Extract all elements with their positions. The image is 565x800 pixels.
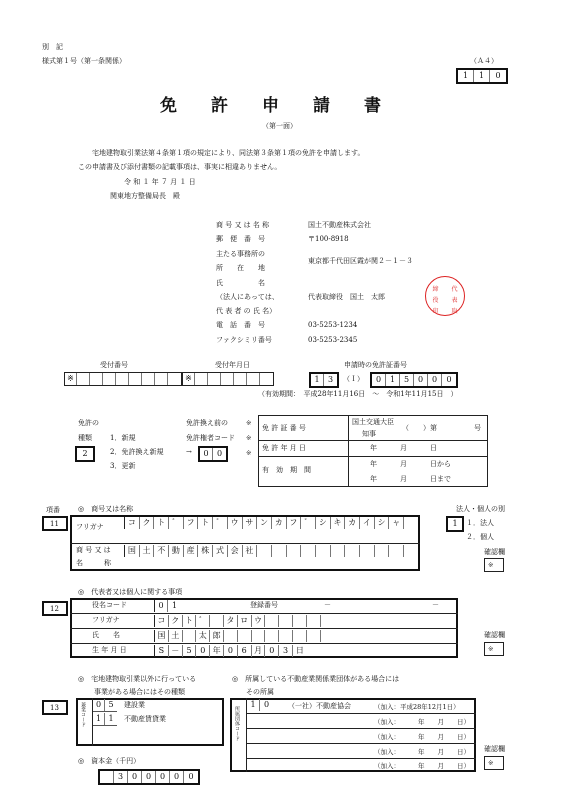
char-cell: ウ bbox=[252, 615, 266, 627]
char-cell: ゛ bbox=[196, 615, 210, 627]
char-cell: ク bbox=[169, 615, 183, 627]
char-cell bbox=[316, 545, 331, 557]
prev-authority-code: 0 0 bbox=[198, 446, 228, 462]
cert-label-no: 免 許 証 番 号 bbox=[262, 424, 306, 432]
char-cell: サ bbox=[243, 517, 258, 529]
char-cell: ャ bbox=[389, 517, 404, 529]
char-cell: S bbox=[155, 645, 169, 657]
fax-number: 03-5253-2345 bbox=[308, 336, 358, 344]
intro-line2: この申請書及び添付書類の記載事項は、事実に相違ありません。 bbox=[78, 163, 282, 171]
reg-dash-2: － bbox=[432, 601, 439, 609]
char-cell: キ bbox=[331, 517, 346, 529]
birth-date-cells bbox=[154, 645, 307, 657]
char-cell: 不 bbox=[154, 545, 169, 557]
char-cell bbox=[257, 545, 272, 557]
role-code-cells: 0 1 bbox=[154, 600, 181, 612]
validity-period: （有効期間： 平成28年11月16日 ～ 令和1年11月15日 ） bbox=[258, 390, 458, 398]
char-cell: 3 bbox=[279, 645, 293, 657]
char-cell bbox=[265, 630, 279, 642]
furigana-label: フリガナ bbox=[76, 523, 104, 531]
char-cell: 動 bbox=[169, 545, 184, 557]
char-cell bbox=[272, 545, 287, 557]
char-cell: 5 bbox=[183, 645, 197, 657]
cert-label-date: 免 許 年 月 日 bbox=[262, 444, 306, 452]
postal-code: 〒100-8918 bbox=[308, 235, 349, 243]
char-cell: ウ bbox=[228, 517, 243, 529]
char-cell: ト bbox=[183, 615, 197, 627]
reception-number-label: 受付番号 bbox=[100, 361, 128, 369]
char-cell bbox=[389, 545, 404, 557]
representative-name: 代表取締役 国土 太郎 bbox=[308, 293, 385, 301]
prev-authority-label1: 免許換え前の bbox=[186, 419, 228, 427]
reception-date-label: 受付年月日 bbox=[215, 361, 250, 369]
char-cell: 6 bbox=[238, 645, 252, 657]
license-type-label1: 免許の bbox=[78, 419, 99, 427]
cert-paren: （ ）第 bbox=[402, 424, 437, 432]
char-cell: 郎 bbox=[210, 630, 224, 642]
char-cell: ゛ bbox=[169, 517, 184, 529]
char-cell bbox=[224, 630, 238, 642]
char-cell: 月 bbox=[252, 645, 266, 657]
char-cell: 太 bbox=[196, 630, 210, 642]
reception-date-cells: ※ bbox=[182, 372, 274, 386]
char-cell: ク bbox=[140, 517, 155, 529]
char-cell bbox=[321, 630, 335, 642]
reg-dash-1: － bbox=[324, 601, 331, 609]
char-cell bbox=[404, 517, 419, 529]
char-cell: 土 bbox=[140, 545, 155, 557]
char-cell bbox=[210, 615, 224, 627]
char-cell: ゛ bbox=[301, 517, 316, 529]
char-cell: イ bbox=[360, 517, 375, 529]
s11-heading: ◎ 商号又は名称 bbox=[78, 505, 134, 513]
char-cell bbox=[345, 545, 360, 557]
addressee: 関東地方整備局長 殿 bbox=[110, 192, 180, 200]
char-cell: ゛ bbox=[213, 517, 228, 529]
birth-label: 生 年 月 日 bbox=[92, 646, 127, 654]
role-code-label: 役名コード bbox=[92, 601, 127, 609]
cert-label-period: 有 効 期 間 bbox=[262, 466, 311, 474]
s13-heading3: ◎ 所属している不動産業関係業団体がある場合には bbox=[232, 675, 400, 683]
page-subtitle: （第一面） bbox=[262, 122, 297, 130]
char-cell: ン bbox=[257, 517, 272, 529]
char-cell: ト bbox=[154, 517, 169, 529]
char-cell: 0 bbox=[196, 645, 210, 657]
char-cell: カ bbox=[272, 517, 287, 529]
office-address: 東京都千代田区霞が関２－１－３ bbox=[308, 257, 413, 265]
char-cell: 社 bbox=[243, 545, 258, 557]
mark-b: ※ bbox=[246, 434, 252, 442]
s12-confirm-label: 確認欄 bbox=[484, 631, 505, 639]
char-cell bbox=[252, 630, 266, 642]
appendix-label: 別 記 bbox=[42, 43, 63, 51]
page-title: 免許申請書 bbox=[160, 96, 415, 116]
prev-license-label: 申請時の免許証番号 bbox=[344, 361, 407, 369]
prev-license-number: 0 1 5 0 0 0 bbox=[370, 372, 458, 388]
business-1-code: 0 5 bbox=[93, 699, 117, 712]
char-cell: カ bbox=[345, 517, 360, 529]
s11-confirm-label: 確認欄 bbox=[484, 548, 505, 556]
corp-option-2: ２．個人 bbox=[466, 533, 494, 541]
license-type-cell: 2 bbox=[75, 446, 95, 462]
s11-name-label1: 商 号 又 は bbox=[76, 546, 111, 554]
prev-license-paren: （Ｉ） bbox=[343, 375, 364, 383]
capital-cells: 3 0 0 0 0 0 bbox=[98, 769, 200, 785]
char-cell bbox=[404, 545, 419, 557]
s12-furigana-label: フリガナ bbox=[92, 616, 120, 624]
item-no-12: 12 bbox=[42, 601, 68, 616]
item-no-label: 項番 bbox=[46, 506, 60, 514]
item-no-13: 13 bbox=[42, 700, 68, 715]
item-no-11: 11 bbox=[42, 516, 68, 531]
prev-authority-label2: 免許権者コード bbox=[186, 434, 235, 442]
s13-confirm-box: ※ bbox=[484, 756, 504, 770]
char-cell: ロ bbox=[238, 615, 252, 627]
char-cell bbox=[293, 615, 307, 627]
form-code-cells: 1 1 0 bbox=[456, 68, 508, 84]
char-cell bbox=[307, 630, 321, 642]
s11-name-cells bbox=[124, 545, 419, 557]
char-cell bbox=[307, 615, 321, 627]
cert-issuer: 国土交通大臣 bbox=[352, 418, 394, 426]
s12-furigana-cells bbox=[154, 615, 334, 627]
mark-c: ※ bbox=[246, 449, 252, 457]
char-cell: コ bbox=[125, 517, 140, 529]
cert-chiji: 知事 bbox=[362, 430, 376, 438]
s11-furigana-cells bbox=[124, 517, 419, 529]
company-name: 国土不動産株式会社 bbox=[308, 221, 371, 229]
license-option-2: 2．免許換え新規 bbox=[110, 448, 164, 456]
char-cell bbox=[279, 630, 293, 642]
reception-number-cells: ※ bbox=[64, 372, 182, 386]
seal-stamp: 締 代 役 表 印 取 bbox=[425, 276, 465, 316]
char-cell: 式 bbox=[213, 545, 228, 557]
char-cell: コ bbox=[155, 615, 169, 627]
char-cell: ト bbox=[198, 517, 213, 529]
business-2-name: 不動産賃貸業 bbox=[124, 715, 166, 723]
org-name: （一社）不動産協会 bbox=[288, 702, 351, 710]
license-type-label2: 種類 bbox=[78, 434, 92, 442]
char-cell bbox=[287, 545, 302, 557]
reg-number-label: 登録番号 bbox=[250, 601, 278, 609]
paper-size: （Ａ４） bbox=[470, 57, 498, 65]
s13-heading2: 事業がある場合にはその種類 bbox=[94, 688, 185, 696]
char-cell: － bbox=[169, 645, 183, 657]
business-code-side: 兼業コード bbox=[80, 702, 86, 727]
s12-confirm-box: ※ bbox=[484, 642, 504, 656]
application-date: 令 和 １ 年 ７ 月 １ 日 bbox=[124, 178, 196, 186]
mark-a: ※ bbox=[246, 419, 252, 427]
char-cell bbox=[301, 545, 316, 557]
char-cell bbox=[331, 545, 346, 557]
char-cell: 年 bbox=[210, 645, 224, 657]
s12-name-cells bbox=[154, 630, 334, 642]
license-option-3: 3．更新 bbox=[110, 462, 136, 470]
license-option-1: 1．新規 bbox=[110, 434, 136, 442]
s13-confirm-label: 確認欄 bbox=[484, 745, 505, 753]
phone-number: 03-5253-1234 bbox=[308, 321, 358, 329]
char-cell: 株 bbox=[198, 545, 213, 557]
s11-name-label2: 名 称 bbox=[76, 559, 111, 567]
s13-heading1: ◎ 宅地建物取引業以外に行っている bbox=[78, 675, 197, 683]
char-cell bbox=[293, 630, 307, 642]
capital-label: ◎ 資本金（千円） bbox=[78, 757, 141, 765]
char-cell: フ bbox=[184, 517, 199, 529]
char-cell bbox=[265, 615, 279, 627]
org-code-side: 所属団体コード bbox=[234, 706, 240, 741]
s11-confirm-box: ※ bbox=[484, 558, 504, 572]
char-cell: 日 bbox=[295, 646, 304, 655]
business-1-name: 建設業 bbox=[124, 701, 145, 709]
char-cell: シ bbox=[316, 517, 331, 529]
intro-line1: 宅地建物取引業法第４条第１項の規定により、同法第３条第１項の免許を申請します。 bbox=[92, 149, 365, 157]
char-cell: 土 bbox=[169, 630, 183, 642]
char-cell: フ bbox=[287, 517, 302, 529]
s12-name-label: 氏 名 bbox=[92, 631, 120, 639]
char-cell bbox=[375, 545, 390, 557]
char-cell: 会 bbox=[228, 545, 243, 557]
corp-option-1: １．法人 bbox=[466, 519, 494, 527]
prev-license-prefix: 1 3 bbox=[309, 372, 339, 388]
char-cell bbox=[279, 615, 293, 627]
cert-go: 号 bbox=[474, 424, 481, 432]
corp-type-cell: 1 bbox=[446, 516, 464, 532]
char-cell: タ bbox=[224, 615, 238, 627]
s12-heading: ◎ 代表者又は個人に関する事項 bbox=[78, 588, 183, 596]
s13-heading4: その所属 bbox=[246, 688, 274, 696]
form-number: 様式第１号（第一条関係） bbox=[42, 57, 126, 65]
org-code: 1 0 bbox=[247, 699, 273, 711]
char-cell: 国 bbox=[155, 630, 169, 642]
corp-type-label: 法人・個人の別 bbox=[456, 505, 505, 513]
char-cell: シ bbox=[375, 517, 390, 529]
business-2-code: 1 1 bbox=[93, 713, 117, 726]
char-cell bbox=[183, 630, 197, 642]
char-cell: 国 bbox=[125, 545, 140, 557]
arrow: → bbox=[186, 448, 192, 456]
char-cell bbox=[360, 545, 375, 557]
char-cell: 0 bbox=[265, 645, 279, 657]
char-cell: 産 bbox=[184, 545, 199, 557]
char-cell: 0 bbox=[224, 645, 238, 657]
char-cell bbox=[238, 630, 252, 642]
char-cell bbox=[321, 615, 335, 627]
